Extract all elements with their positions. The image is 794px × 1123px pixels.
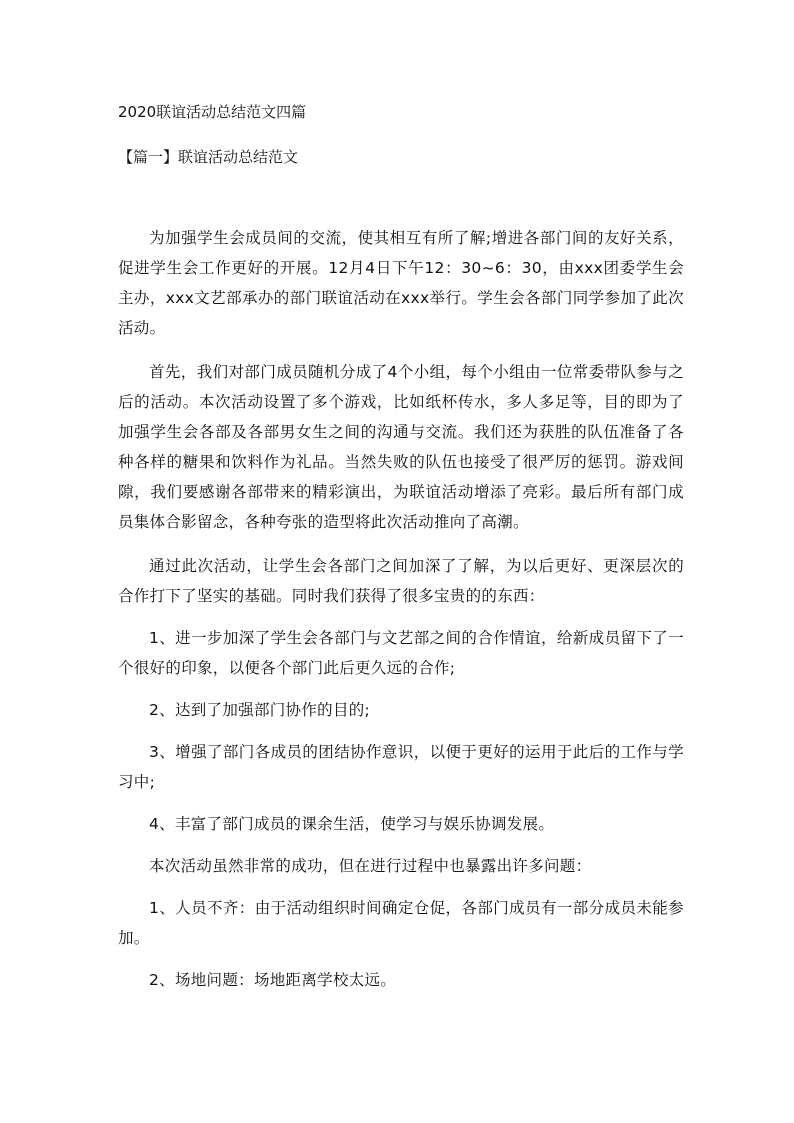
- paragraph-activities: 首先，我们对部门成员随机分成了4个小组，每个小组由一位常委带队参与之后的活动。本次活动设置了多个游戏，比如纸杯传水，多人多足等，目的即为了加强学生会各部及各部男女生之间的沟通与交流。我们还为获胜的队伍准备了各种各样的糖果和饮料作为礼品。当然失败的队伍也接受了很严厉的惩罚。游戏间隙，我们要感谢各部带来的精彩演出，为联谊活动增添了亮彩。最后所有部门成员集体合影留念，各种夸张的造型将此次活动推向了高潮。: [118, 363, 684, 531]
- list-item-problem-2: 2、场地问题：场地距离学校太远。: [149, 971, 397, 989]
- list-item-benefit-1: 1、进一步加深了学生会各部门与文艺部之间的合作情谊，给新成员留下了一个很好的印象，以便各个部门此后更久远的合作;: [118, 629, 684, 677]
- section-heading: 【篇一】联谊活动总结范文: [118, 148, 299, 166]
- list-item-problem-1: 1、人员不齐：由于活动组织时间确定仓促，各部门成员有一部分成员未能参加。: [118, 899, 684, 947]
- document-body: [118, 223, 684, 995]
- list-item-benefit-2: 2、达到了加强部门协作的目的;: [149, 701, 371, 719]
- paragraph-intro: 为加强学生会成员间的交流，使其相互有所了解;增进各部门间的友好关系，促进学生会工作更好的开展。12月4日下午12：30~6：30，由xxx团委学生会主办，xxx文艺部承办的部门联谊活动在xxx举行。学生会各部门同学参加了此次活动。: [118, 229, 684, 337]
- list-item-benefit-4: 4、丰富了部门成员的课余生活，使学习与娱乐协调发展。: [149, 815, 555, 833]
- paragraph-problems-intro: 本次活动虽然非常的成功，但在进行过程中也暴露出许多问题：: [149, 857, 592, 875]
- list-item-benefit-3: 3、增强了部门各成员的团结协作意识，以便于更好的运用于此后的工作与学习中;: [118, 743, 684, 791]
- document-title: 2020联谊活动总结范文四篇: [118, 103, 307, 121]
- paragraph-outcome: 通过此次活动，让学生会各部门之间加深了了解，为以后更好、更深层次的合作打下了坚实的基础。同时我们获得了很多宝贵的的东西：: [118, 557, 684, 605]
